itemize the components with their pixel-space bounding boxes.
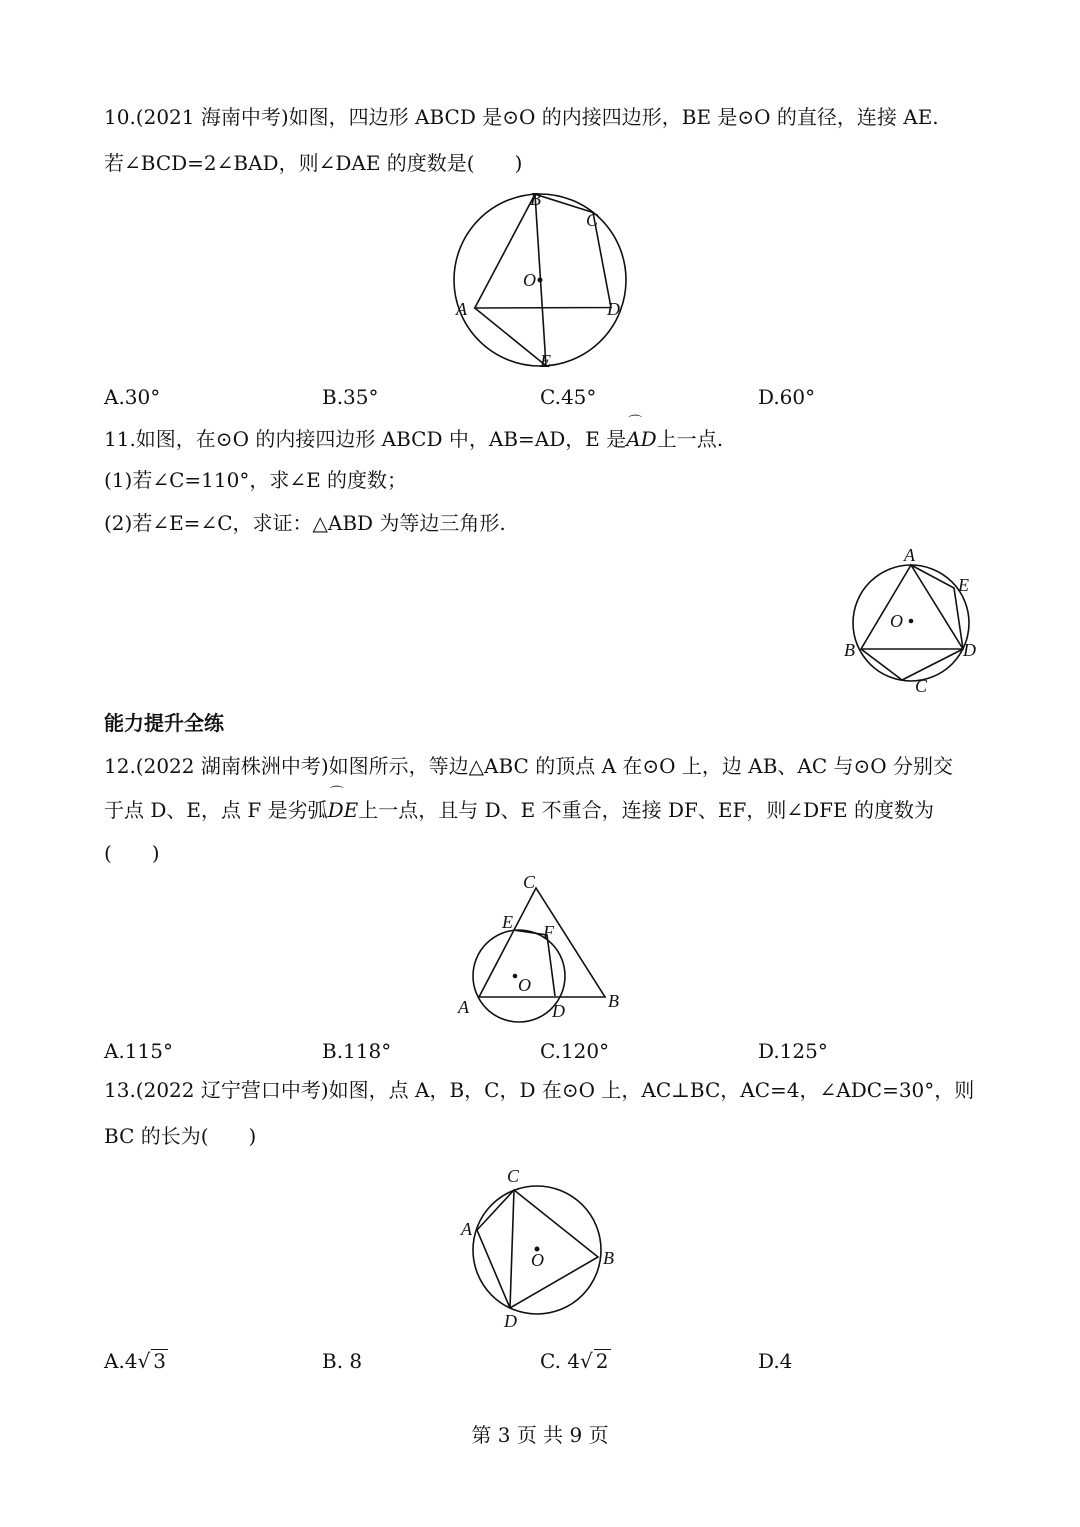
q12-label-c: C [523, 872, 536, 892]
q10-label-o: O [523, 270, 536, 290]
section-title: 能力提升全练 [104, 711, 224, 735]
q13-line2: BC 的长为( ) [104, 1124, 257, 1148]
q11-line1-pre: 11.如图，在⊙O 的内接四边形 ABCD 中，AB=AD，E 是 [104, 427, 627, 451]
q12-label-a: A [458, 997, 469, 1017]
q11-line1-post: 上一点. [656, 427, 724, 451]
q12-line1: 12.(2022 湖南株洲中考)如图所示，等边△ABC 的顶点 A 在⊙O 上，边 AB、AC 与⊙O 分别交 [104, 754, 954, 778]
q10-line2: 若∠BCD=2∠BAD，则∠DAE 的度数是( ) [104, 151, 523, 175]
q13-option-a-prefix: A.4 [104, 1349, 138, 1373]
q13-option-a: A.4√ 3 [104, 1349, 167, 1373]
q12-line2-pre: 于点 D、E，点 F 是劣弧 [104, 798, 328, 822]
q11-center-dot [909, 619, 914, 624]
q13-option-b [322, 1346, 362, 1376]
q13-option-b-prefix: B. 8 [322, 1349, 363, 1373]
q13-figure [450, 1160, 630, 1335]
q10-line1: 10.(2021 海南中考)如图，四边形 ABCD 是⊙O 的内接四边形，BE 是⊙O 的直径，连接 AE. [104, 105, 939, 129]
q13-label-c: C [507, 1166, 520, 1186]
q12-option-d: D.125° [758, 1039, 828, 1063]
q13-option-c-radicand: 2 [595, 1349, 609, 1373]
q10-option-b: B.35° [322, 385, 379, 409]
q12-triangle-abc [479, 888, 605, 997]
q11-label-a: A [904, 545, 915, 565]
q12-label-o: O [518, 975, 531, 995]
q11-line1 [104, 424, 723, 454]
q13-option-c-prefix: C. 4 [540, 1349, 581, 1373]
q12-figure [450, 870, 640, 1030]
q10-figure [440, 185, 660, 375]
q11-line3: (2)若∠E=∠C，求证：△ABD 为等边三角形. [104, 511, 506, 535]
q13-line1: 13.(2022 辽宁营口中考)如图，点 A，B，C，D 在⊙O 上，AC⊥BC，AC=4，∠ADC=30°，则 [104, 1078, 975, 1102]
q13-option-a-radicand: 3 [153, 1349, 167, 1373]
q10-option-d: D.60° [758, 385, 816, 409]
q12-option-c: C.120° [540, 1039, 610, 1063]
q13-label-a: A [461, 1219, 472, 1239]
page-footer: 第 3 页 共 9 页 [471, 1423, 609, 1447]
q11-label-o: O [890, 611, 903, 631]
q11-figure [840, 545, 980, 695]
q10-label-b: B [530, 189, 541, 209]
q12-arc-de: ⌒ DE [328, 795, 359, 825]
q12-line3: ( ) [104, 841, 160, 865]
q10-center-dot [538, 278, 543, 283]
q12-option-a: A.115° [104, 1039, 173, 1063]
q12-option-b: B.118° [322, 1039, 392, 1063]
q12-line2 [104, 795, 934, 825]
q12-center-dot [513, 974, 518, 979]
q13-option-c: C. 4√ 2 [540, 1349, 609, 1373]
q10-label-d: D [607, 299, 620, 319]
q12-line2-post: 上一点，且与 D、E 不重合，连接 DF、EF，则∠DFE 的度数为 [358, 798, 934, 822]
q11-label-e: E [958, 575, 969, 595]
q10-label-c: C [586, 210, 599, 230]
q12-label-b: B [608, 991, 619, 1011]
q11-label-b: B [844, 640, 855, 660]
q13-option-d [758, 1346, 792, 1376]
q11-label-d: D [963, 640, 976, 660]
q11-label-c: C [915, 676, 928, 696]
q10-label-e: E [540, 351, 551, 371]
q11-arc-ad: ⌒ AD [626, 424, 656, 454]
q12-label-e: E [502, 912, 513, 932]
q10-option-c: C.45° [540, 385, 597, 409]
q10-option-a: A.30° [104, 385, 161, 409]
q13-label-b: B [603, 1248, 614, 1268]
q13-label-o: O [531, 1250, 544, 1270]
q10-segment-ae [475, 308, 546, 366]
q13-segment-cd [510, 1190, 514, 1308]
q13-label-d: D [504, 1311, 517, 1331]
q10-label-a: A [456, 299, 467, 319]
q11-line2: (1)若∠C=110°，求∠E 的度数； [104, 468, 408, 492]
q13-option-d-prefix: D.4 [758, 1349, 793, 1373]
q12-label-d: D [552, 1001, 565, 1021]
q12-label-f: F [543, 922, 554, 942]
